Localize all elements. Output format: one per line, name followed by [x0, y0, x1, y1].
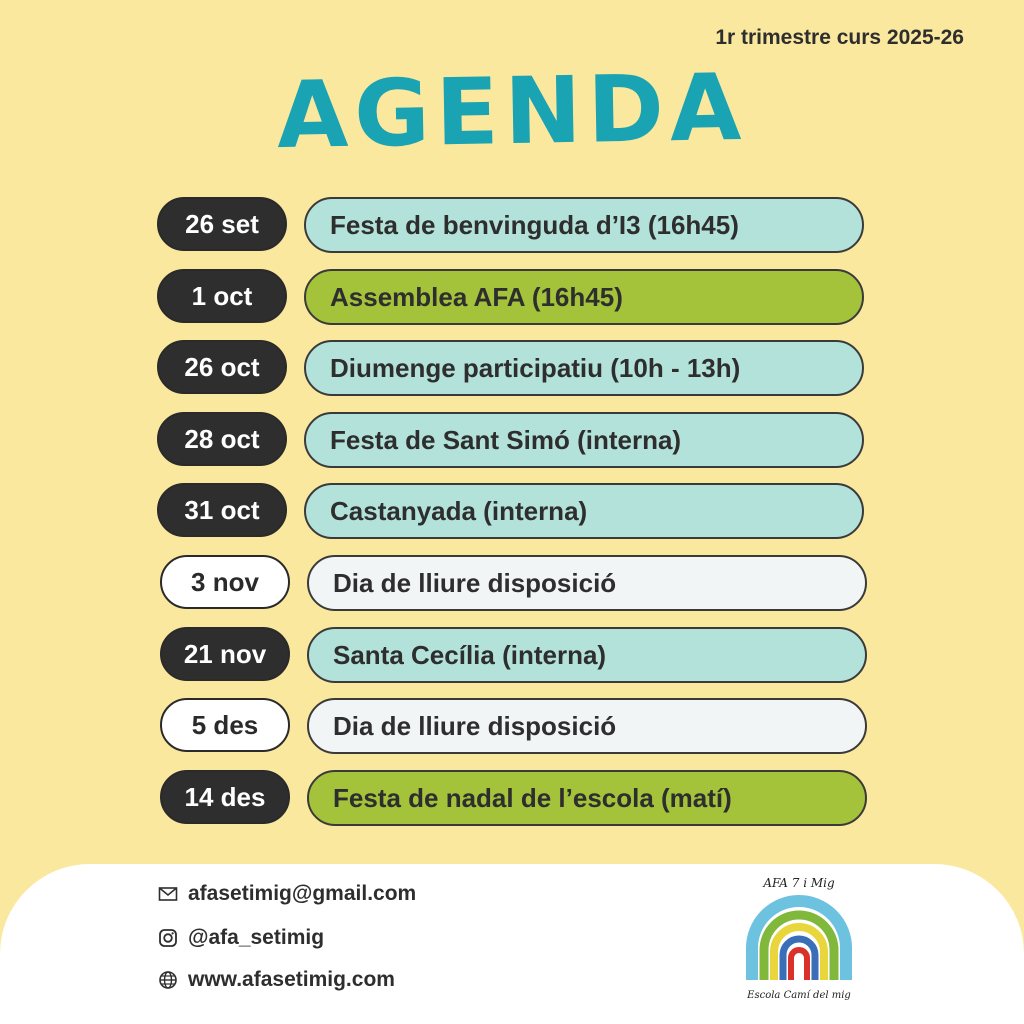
event-label: Diumenge participatiu (10h - 13h) — [304, 340, 864, 396]
event-label: Festa de nadal de l’escola (matí) — [307, 770, 867, 826]
subtitle: 1r trimestre curs 2025-26 — [715, 26, 964, 49]
date-badge: 31 oct — [157, 483, 287, 537]
event-label: Santa Cecília (interna) — [307, 627, 867, 683]
rainbow-icon — [738, 876, 860, 1001]
event-label: Festa de Sant Simó (interna) — [304, 412, 864, 468]
event-label: Castanyada (interna) — [304, 483, 864, 539]
instagram-link[interactable]: @afa_setimig — [188, 926, 325, 949]
page-title: AGENDA — [276, 53, 748, 170]
instagram-icon — [158, 928, 178, 948]
event-label: Dia de lliure disposició — [307, 698, 867, 754]
date-badge: 5 des — [160, 698, 290, 752]
date-badge: 26 set — [157, 197, 287, 251]
envelope-icon — [158, 884, 178, 904]
date-badge: 21 nov — [160, 627, 290, 681]
event-label: Festa de benvinguda d’I3 (16h45) — [304, 197, 864, 253]
date-badge: 14 des — [160, 770, 290, 824]
date-badge: 28 oct — [157, 412, 287, 466]
email-contact[interactable] — [158, 882, 416, 906]
globe-icon — [158, 970, 178, 990]
website-link[interactable]: www.afasetimig.com — [188, 968, 395, 991]
footer-panel — [0, 864, 1024, 1024]
afa-logo — [738, 876, 860, 1001]
event-label: Dia de lliure disposició — [307, 555, 867, 611]
website-contact[interactable] — [158, 968, 395, 992]
date-badge: 26 oct — [157, 340, 287, 394]
event-label: Assemblea AFA (16h45) — [304, 269, 864, 325]
logo-bottom-text: Escola Camí del mig — [747, 990, 851, 1001]
email-link[interactable]: afasetimig@gmail.com — [188, 882, 417, 905]
date-badge: 1 oct — [157, 269, 287, 323]
date-badge: 3 nov — [160, 555, 290, 609]
instagram-contact[interactable] — [158, 926, 324, 950]
logo-top-text: AFA 7 i Mig — [763, 876, 835, 890]
